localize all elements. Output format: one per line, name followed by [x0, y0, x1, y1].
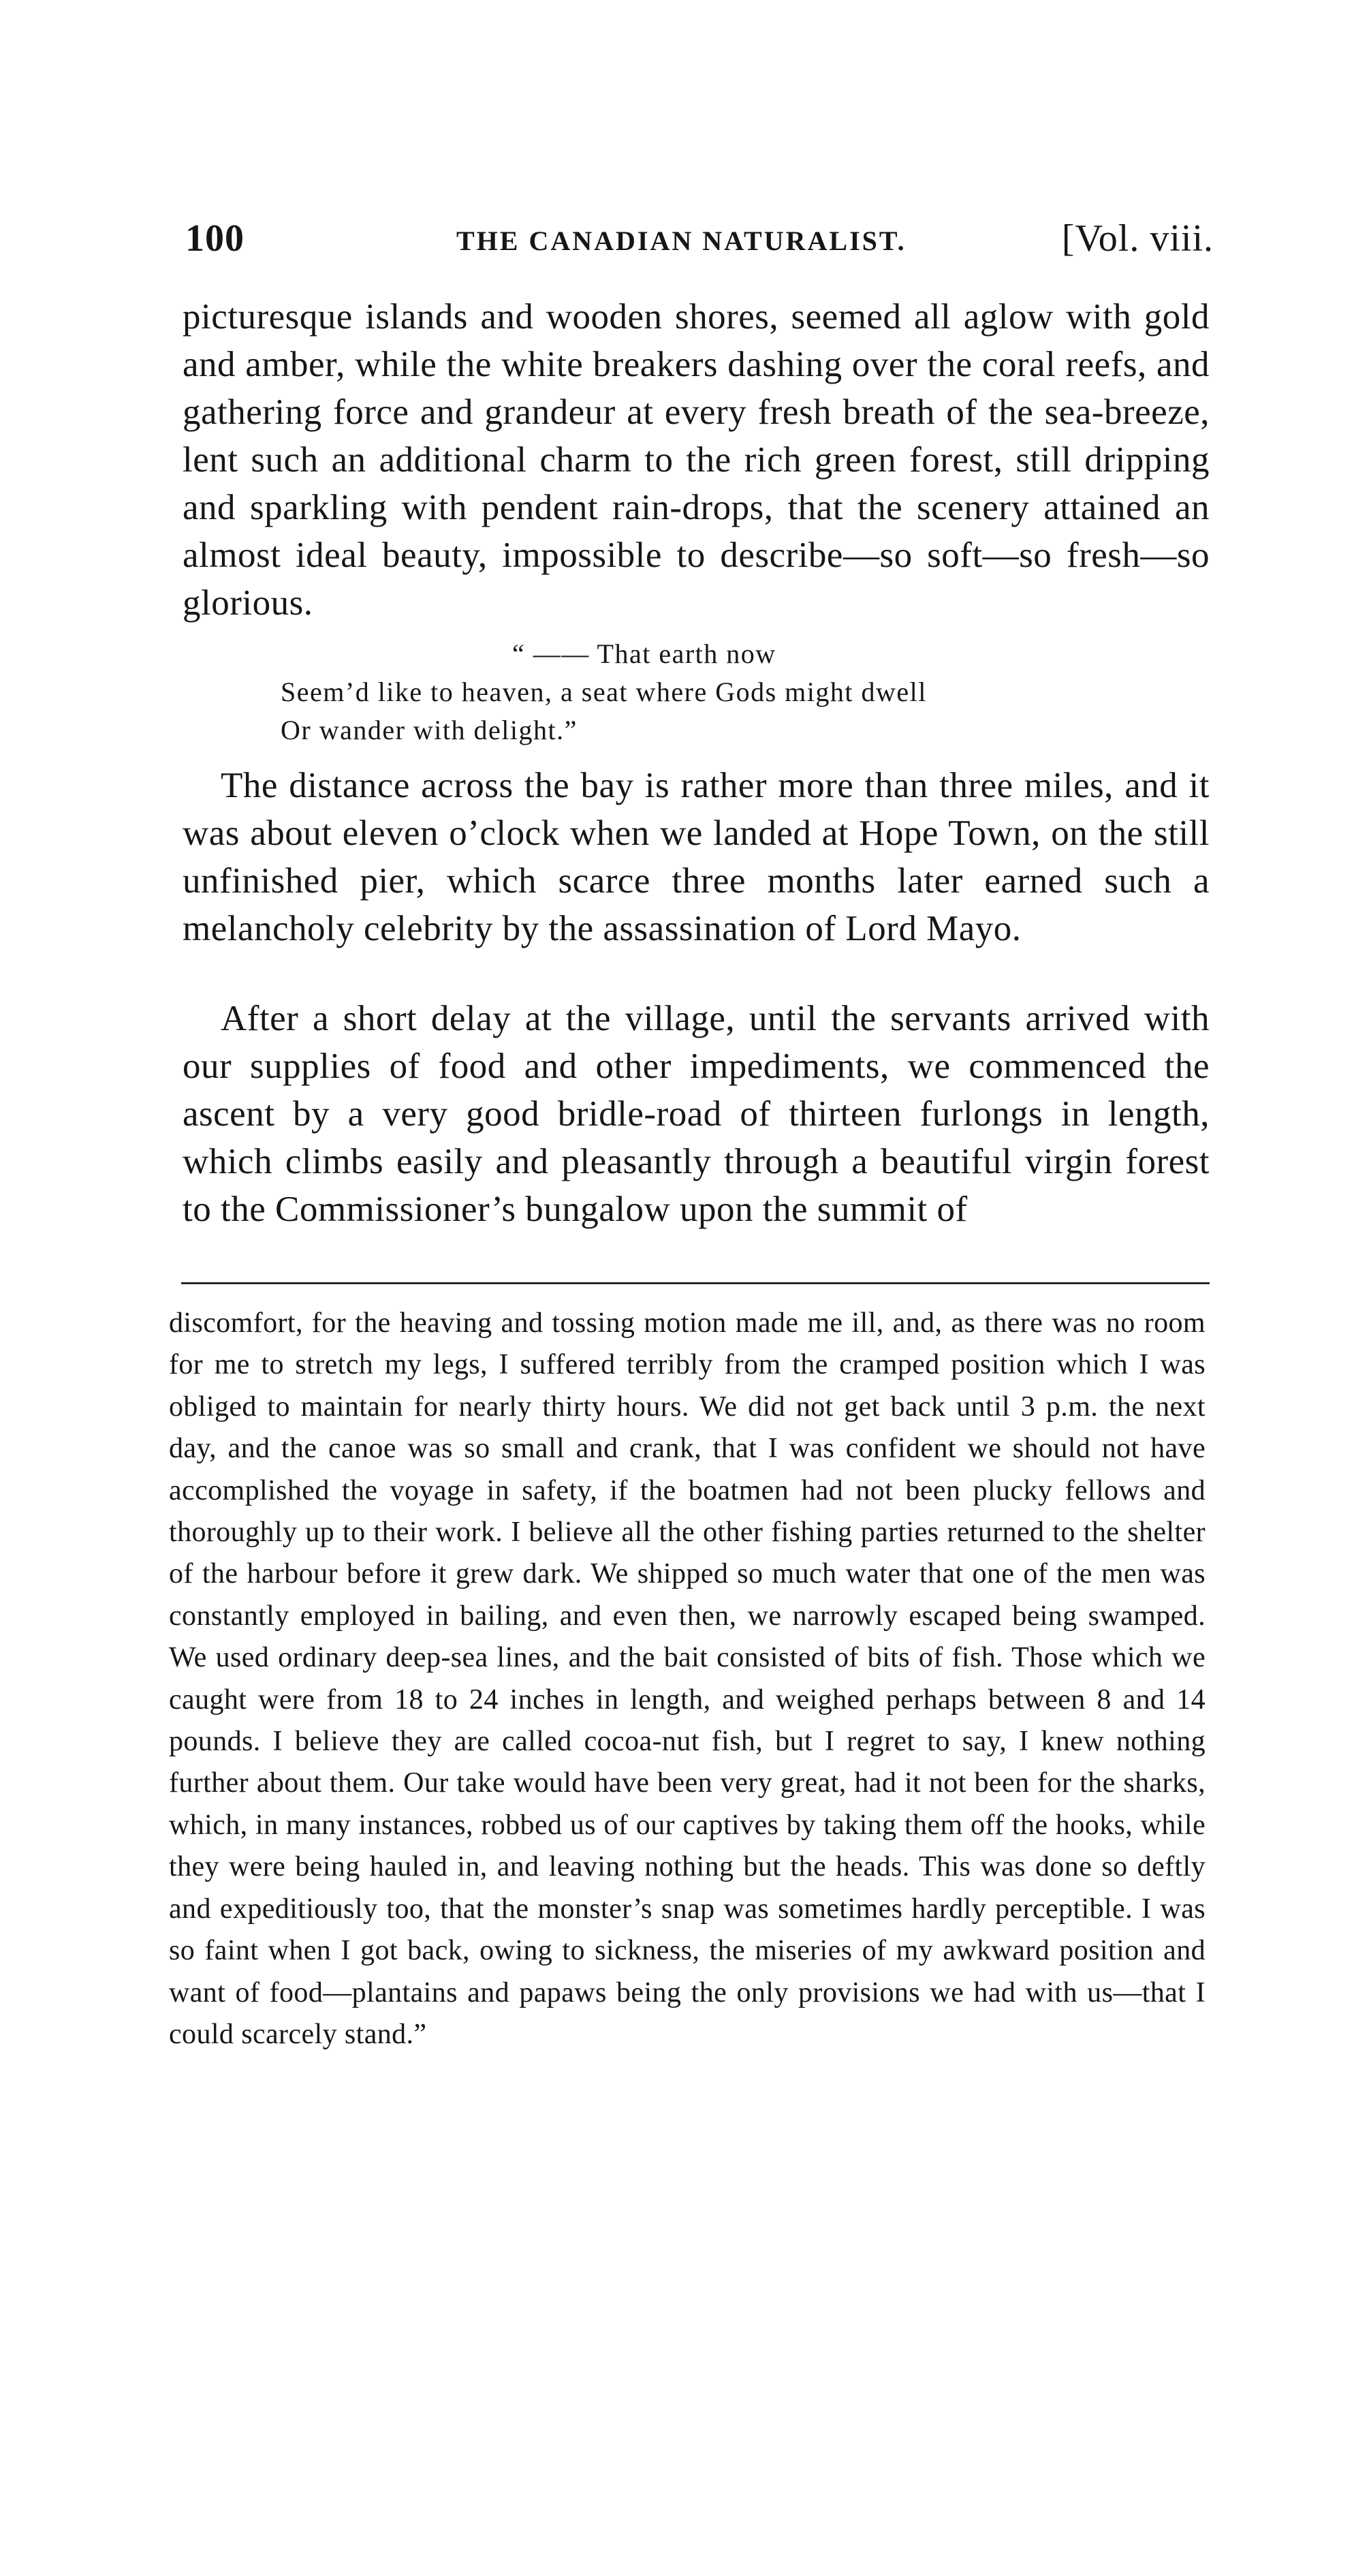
- body-paragraph-3: After a short delay at the village, until the servants arrived with our supplies of food and other impediments, we commenced the ascent by a very good bridle-road of thirteen furlongs in length, which climbs easily and pleasantly through a beautiful virgin forest to the Commissioner’s bungalow upon the summit of: [183, 999, 1210, 1229]
- body-paragraph-1: picturesque islands and wooden shores, seemed all aglow with gold and amber, while the white breakers dashing over the coral reefs, and gathering force and grandeur at every fresh breath of the sea-breeze, lent such an additional charm to the rich green forest, still dripping and sparkling with pendent rain-drops, that the scenery attained an almost ideal beauty, impossible to describe—so soft—so fresh—so glorious.: [183, 297, 1210, 623]
- footnote-text: discomfort, for the heaving and tossing motion made me ill, and, as there was no room for me to stretch my legs, I suffered terribly from the cramped position which I was obliged to maintain for nearly thirty hours. We did not get back until 3 p.m. the next day, and the canoe was so small and crank, that I was confident we should not have accomplished the voyage in safety, if the boatmen had not been plucky fellows and thoroughly up to their work. I believe all the other fishing parties returned to the shelter of the harbour before it grew dark. We shipped so much water that one of the men was constantly employed in bailing, and even then, we narrowly escaped being swamped. We used ordinary deep-sea lines, and the bait consisted of bits of fish. Those which we caught were from 18 to 24 inches in length, and weighed perhaps between 8 and 14 pounds. I believe they are called cocoa-nut fish, but I regret to say, I knew nothing further about them. Our take would have been very great, had it not been for the sharks, which, in many instances, robbed us of our captives by taking them off the hooks, while they were being hauled in, and leaving nothing but the heads. This was done so deftly and expeditiously too, that the monster’s snap was sometimes hardly perceptible. I was so faint when I got back, owing to sickness, the miseries of my awkward position and want of food—plantains and papaws being the only provisions we had with us—that I could scarcely stand.”: [169, 1307, 1206, 2050]
- verse-quotation: [281, 635, 1139, 749]
- verse-line-2: Seem’d like to heaven, a seat where Gods might dwell: [281, 677, 927, 707]
- body-paragraph-2: The distance across the bay is rather more than three miles, and it was about eleven o’clock when we landed at Hope Town, on the still unfinished pier, which scarce three months later earned such a melancholy celebrity by the assassination of Lord Mayo.: [183, 766, 1210, 948]
- page-number: 100: [185, 217, 245, 260]
- volume-label: [Vol. viii.: [1061, 217, 1214, 260]
- page-header: [185, 217, 1214, 271]
- footnote-divider: [181, 1282, 1210, 1284]
- running-head: THE CANADIAN NATURALIST.: [456, 226, 907, 256]
- verse-line-3: Or wander with delight.”: [281, 715, 578, 745]
- verse-line-1: “ —— That earth now: [512, 638, 776, 669]
